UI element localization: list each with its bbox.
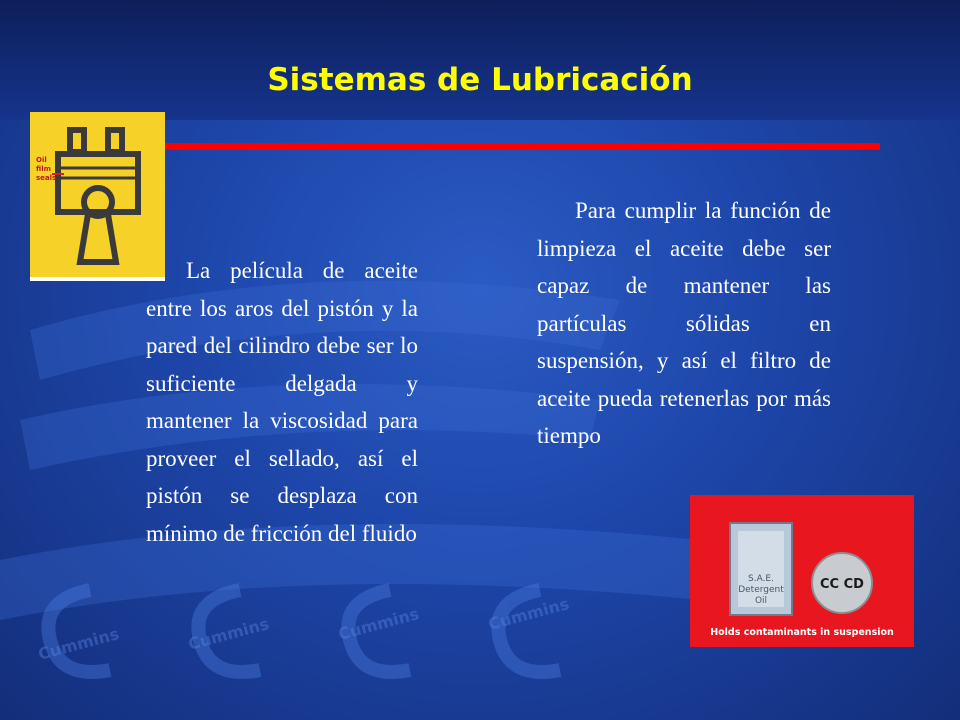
svg-text:CC CD: CC CD [820, 577, 864, 592]
slide-title: Sistemas de Lubricación [267, 62, 693, 98]
title-underline [150, 143, 880, 150]
svg-text:Detergent: Detergent [738, 585, 784, 595]
svg-text:Cummins: Cummins [186, 614, 272, 654]
piston-oil-film-image [30, 112, 165, 281]
svg-text:S.A.E.: S.A.E. [748, 574, 774, 584]
svg-text:Cummins: Cummins [336, 604, 422, 644]
right-paragraph: Para cumplir la función de limpieza el aceite debe ser capaz de mantener las partículas sólidas en suspensión, y así el filtro de aceite pueda retenerlas por más tiempo [537, 198, 831, 448]
svg-text:Oil: Oil [36, 156, 47, 164]
svg-text:Cummins: Cummins [36, 624, 122, 664]
svg-text:Cummins: Cummins [486, 594, 572, 634]
svg-text:Holds contaminants in suspensi: Holds contaminants in suspension [710, 627, 894, 638]
svg-text:seals: seals [36, 174, 57, 182]
svg-text:Oil: Oil [754, 596, 768, 606]
left-paragraph: La película de aceite entre los aros del pistón y la pared del cilindro debe ser lo suficiente delgada y mantener la viscosidad para proveer el sellado, así el pistón se desplaza con mínimo de fricción del fluido [146, 258, 418, 546]
svg-text:film: film [36, 165, 51, 173]
detergent-oil-image [690, 495, 914, 647]
